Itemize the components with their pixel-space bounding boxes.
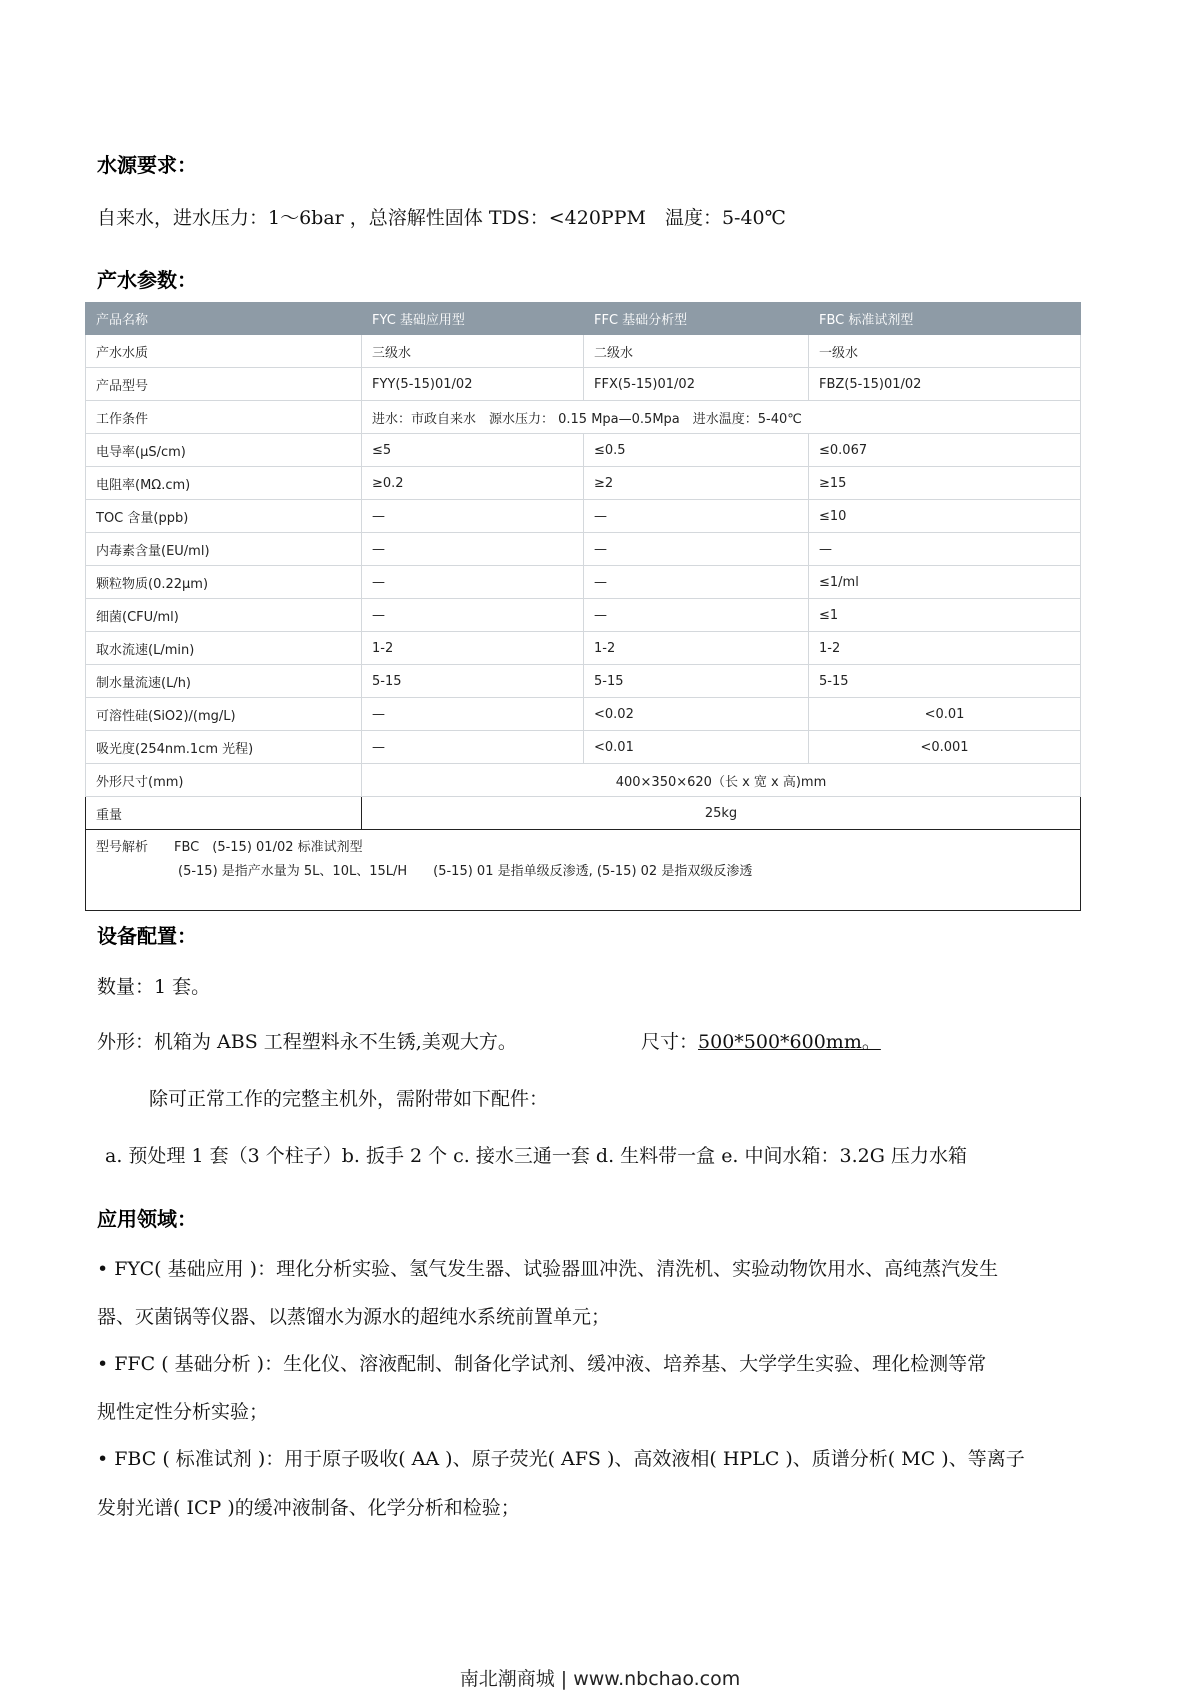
- cell: ≤5: [362, 434, 584, 467]
- row-label: 产品型号: [86, 368, 362, 401]
- cell: —: [362, 698, 584, 731]
- water-source-heading: 水源要求：: [97, 153, 197, 177]
- cell: FBZ(5-15)01/02: [809, 368, 1081, 401]
- equipment-appearance: 外形：机箱为 ABS 工程塑料永不生锈,美观大方。: [97, 1031, 517, 1053]
- cell: <0.01: [809, 698, 1081, 731]
- applications-heading: 应用领域：: [97, 1207, 197, 1231]
- row-label: 细菌(CFU/ml): [86, 599, 362, 632]
- row-label: 吸光度(254nm.1cm 光程): [86, 731, 362, 764]
- cell: 1-2: [584, 632, 809, 665]
- cell: 5-15: [584, 665, 809, 698]
- equipment-size: [641, 1033, 881, 1052]
- cell: <0.001: [809, 731, 1081, 764]
- cell: —: [362, 599, 584, 632]
- table-row-model-note: [86, 830, 1081, 911]
- cell: ≤0.5: [584, 434, 809, 467]
- cell: FYY(5-15)01/02: [362, 368, 584, 401]
- equipment-accessories: a. 预处理 1 套（3 个柱子）b. 扳手 2 个 c. 接水三通一套 d. 生料带一盒 e. 中间水箱：3.2G 压力水箱: [105, 1145, 967, 1167]
- cell: —: [362, 731, 584, 764]
- model-note-line2: (5-15) 是指产水量为 5L、10L、15L/H (5-15) 01 是指单级反渗透, (5-15) 02 是指双级反渗透: [178, 864, 753, 879]
- row-label: 电阻率(MΩ.cm): [86, 467, 362, 500]
- table-row: [86, 335, 1081, 368]
- application-item-fyc-line1: • FYC( 基础应用 )：理化分析实验、氢气发生器、试验器皿冲洗、清洗机、实验动物饮用水、高纯蒸汽发生: [97, 1258, 999, 1280]
- table-row: [86, 368, 1081, 401]
- equipment-heading: 设备配置：: [97, 924, 197, 948]
- table-row: [86, 566, 1081, 599]
- col-header: FBC 标准试剂型: [809, 303, 1081, 335]
- table-row: [86, 698, 1081, 731]
- cell: 三级水: [362, 335, 584, 368]
- cell: 1-2: [809, 632, 1081, 665]
- cell: ≤10: [809, 500, 1081, 533]
- cell: 5-15: [809, 665, 1081, 698]
- row-label: TOC 含量(ppb): [86, 500, 362, 533]
- cell: —: [584, 599, 809, 632]
- water-source-text: 自来水，进水压力：1～6bar ，总溶解性固体 TDS：<420PPM 温度：5-40℃: [97, 207, 786, 229]
- cell: —: [362, 533, 584, 566]
- table-row: [86, 731, 1081, 764]
- cell: —: [362, 500, 584, 533]
- cell: ≥0.2: [362, 467, 584, 500]
- model-note: [86, 830, 1081, 911]
- row-label: 电导率(μS/cm): [86, 434, 362, 467]
- cell: 1-2: [362, 632, 584, 665]
- model-note-line1: 型号解析 FBC (5-15) 01/02 标准试剂型: [96, 840, 363, 855]
- row-label: 制水量流速(L/h): [86, 665, 362, 698]
- equipment-accessories-intro: 除可正常工作的完整主机外，需附带如下配件：: [149, 1088, 549, 1110]
- table-header-row: [86, 303, 1081, 335]
- cell: 5-15: [362, 665, 584, 698]
- size-value: 400×350×620（长 x 宽 x 高)mm: [362, 764, 1081, 797]
- application-item-fbc-line2: 发射光谱( ICP )的缓冲液制备、化学分析和检验；: [97, 1497, 520, 1519]
- cell: —: [809, 533, 1081, 566]
- application-item-ffc-line2: 规性定性分析实验；: [97, 1401, 269, 1423]
- cell: <0.01: [584, 731, 809, 764]
- cell: ≥15: [809, 467, 1081, 500]
- params-heading: 产水参数：: [97, 268, 197, 292]
- row-label: 外形尺寸(mm): [86, 764, 362, 797]
- footer-text: 南北潮商城 | www.nbchao.com: [459, 1668, 741, 1690]
- row-label: 取水流速(L/min): [86, 632, 362, 665]
- row-label: 重量: [86, 797, 362, 830]
- table-row-size: [86, 764, 1081, 797]
- table-row-work-condition: [86, 401, 1081, 434]
- cell: ≤1: [809, 599, 1081, 632]
- weight-value: 25kg: [362, 797, 1081, 830]
- cell: ≥2: [584, 467, 809, 500]
- equipment-size-label: 尺寸：: [641, 1031, 699, 1053]
- table-row: [86, 599, 1081, 632]
- work-condition-value: 进水：市政自来水 源水压力： 0.15 Mpa—0.5Mpa 进水温度：5-40℃: [362, 401, 1081, 434]
- application-item-fyc-line2: 器、灭菌锅等仪器、以蒸馏水为源水的超纯水系统前置单元；: [97, 1306, 611, 1328]
- table-row: [86, 533, 1081, 566]
- table-row: [86, 434, 1081, 467]
- cell: ≤0.067: [809, 434, 1081, 467]
- row-label: 内毒素含量(EU/ml): [86, 533, 362, 566]
- table-row: [86, 467, 1081, 500]
- table-row: [86, 500, 1081, 533]
- cell: FFX(5-15)01/02: [584, 368, 809, 401]
- cell: —: [584, 566, 809, 599]
- table-row: [86, 665, 1081, 698]
- col-header: FYC 基础应用型: [362, 303, 584, 335]
- cell: —: [584, 533, 809, 566]
- equipment-size-value: 500*500*600mm。: [698, 1031, 881, 1053]
- cell: —: [362, 566, 584, 599]
- row-label: 产水水质: [86, 335, 362, 368]
- application-item-ffc-line1: • FFC ( 基础分析 )：生化仪、溶液配制、制备化学试剂、缓冲液、培养基、大学学生实验、理化检测等常: [97, 1353, 987, 1375]
- params-table: [85, 302, 1081, 911]
- cell: —: [584, 500, 809, 533]
- row-label: 可溶性硅(SiO2)/(mg/L): [86, 698, 362, 731]
- table-row: [86, 632, 1081, 665]
- cell: 一级水: [809, 335, 1081, 368]
- row-label: 颗粒物质(0.22μm): [86, 566, 362, 599]
- cell: ≤1/ml: [809, 566, 1081, 599]
- col-header: 产品名称: [86, 303, 362, 335]
- cell: 二级水: [584, 335, 809, 368]
- col-header: FFC 基础分析型: [584, 303, 809, 335]
- cell: <0.02: [584, 698, 809, 731]
- table-row-weight: [86, 797, 1081, 830]
- equipment-quantity: 数量：1 套。: [97, 976, 211, 998]
- row-label: 工作条件: [86, 401, 362, 434]
- application-item-fbc-line1: • FBC ( 标准试剂 )：用于原子吸收( AA )、原子荧光( AFS )、高效液相( HPLC )、质谱分析( MC )、等离子: [97, 1448, 1025, 1470]
